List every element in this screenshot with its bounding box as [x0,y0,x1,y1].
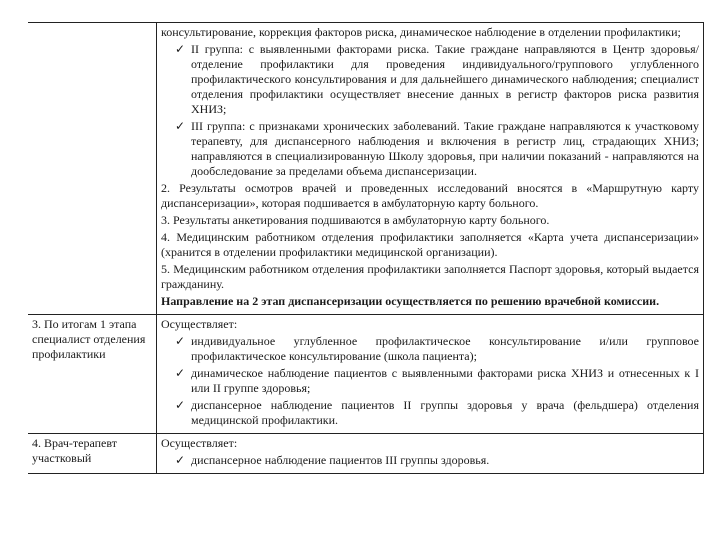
text-line: гражданину. [161,277,225,291]
text-line: III группа: с признаками хронических заболеваний. Такие граждане направляются к участковому терапевту, [191,119,699,148]
text-line: осуществляет внесение данных в регистр факторов риска развития ХНИЗ; [191,87,700,116]
text-line: для диспансерного наблюдения и включения в регистр лиц, страдающих ХНИЗ; направляются в [191,134,699,163]
row-label: 4. Врач-терапевт [32,436,117,450]
table-row [28,434,704,474]
row2-content [157,315,704,434]
text-line: 4. Медицинским работником отделения профилактики заполняется «Карта учета диспансеризации» (хранится в [161,230,699,259]
list-item [161,453,699,468]
row3-left-cell [28,434,157,474]
text-line: специализированную Школу здоровья, при наличии показаний - направляются на дообследование за [191,149,699,178]
text-line: профилактики для проведения индивидуального/группового углубленного профилактического [191,57,700,86]
text-line: консультирование (школа пациента); [288,349,477,363]
row-label: профилактики [32,347,106,361]
paragraph [161,181,699,211]
text-line: отделении профилактики медицинской организации). [223,245,498,259]
row-heading: Осуществляет: [161,317,238,331]
checkmark-icon: ✓ [175,366,186,380]
text-line: 3. Результаты анкетирования подшиваются в амбулаторную карту больного. [161,213,550,227]
row3-content [157,434,704,474]
text-line: профилактики. [261,413,339,427]
list-item [161,334,699,364]
text-line: консультирование, коррекция факторов риска, динамическое наблюдение в отделении профилактики; [161,25,681,39]
list-item [161,25,699,40]
text-line: диспансерное наблюдение пациентов II группы здоровья у врача (фельдшера) отделения медицинской [191,398,699,427]
table-row [28,315,704,434]
text-line: II группа: с выявленными факторами риска. Такие граждане направляются в Центр здоровья/отделение [191,42,699,71]
row2-left-cell [28,315,157,434]
text-line: консультирования и для дальнейшего динамического наблюдения; специалист отделения профилактики [191,72,700,101]
bold-instruction: Направление на 2 этап диспансеризации осуществляется по решению врачебной комиссии. [161,294,660,308]
text-line: пределами объема диспансеризации. [288,164,477,178]
list-item [161,42,699,117]
text-line: здоровья; [261,381,311,395]
text-line: 2. Результаты осмотров врачей и проведенных исследований вносятся в «Маршрутную карту диспансеризации», [161,181,699,210]
dispensary-table [28,22,704,474]
row-label: участковый [32,451,92,465]
checkmark-icon: ✓ [175,334,186,348]
text-line: индивидуальное углубленное профилактическое консультирование и/или групповое профилактическое [191,334,699,363]
text-line: диспансерное наблюдение пациентов III группы здоровья. [191,453,490,467]
list-item [161,398,699,428]
text-line: динамическое наблюдение пациентов с выявленными факторами риска ХНИЗ и отнесенных к I или II группе [191,366,699,395]
checkmark-icon: ✓ [175,119,186,133]
paragraph [161,262,699,292]
text-line: 5. Медицинским работником отделения профилактики заполняется Паспорт здоровья, который выдается [161,262,699,276]
checkmark-icon: ✓ [175,398,186,412]
row-label: специалист отделения [32,332,146,346]
paragraph [161,213,699,228]
row-label: 3. По итогам 1 этапа [32,317,137,331]
row-heading: Осуществляет: [161,436,238,450]
list-item [161,119,699,179]
list-item [161,366,699,396]
checkmark-icon: ✓ [175,453,186,467]
checkmark-icon: ✓ [175,42,186,56]
row1-left-cell [28,23,157,315]
row1-content [157,23,704,315]
paragraph [161,230,699,260]
table-row [28,23,704,315]
text-line: которая подшивается в амбулаторную карту больного. [261,196,539,210]
